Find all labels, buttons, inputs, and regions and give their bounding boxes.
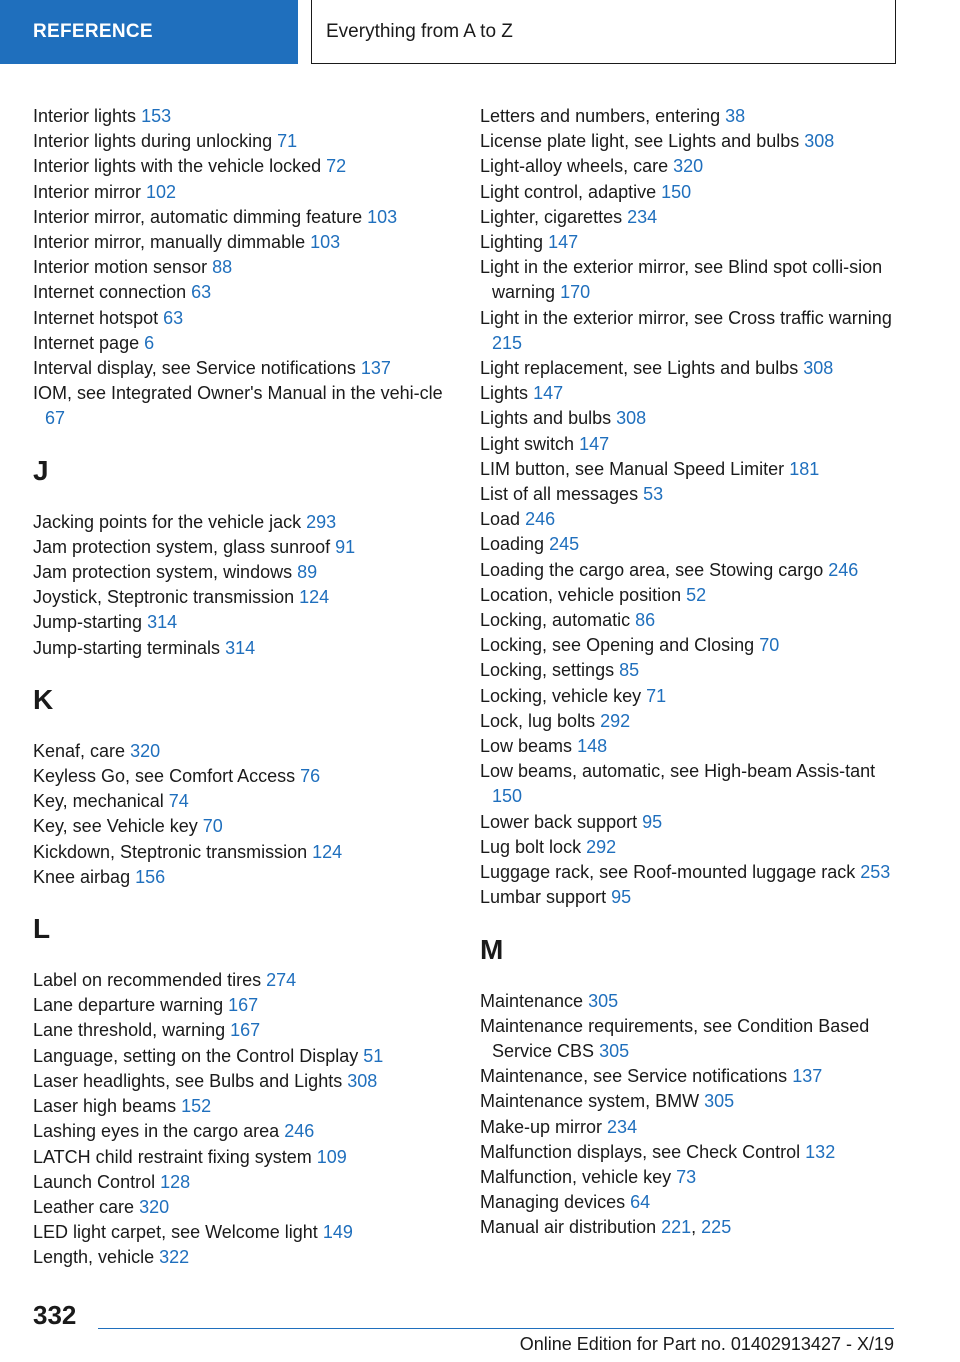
index-entry	[480, 406, 900, 431]
index-term: Light in the exterior mirror, see Blind spot colli‐sion warning	[480, 257, 883, 303]
page-reference-link[interactable]: 51	[363, 1045, 384, 1066]
edition-note: Online Edition for Part no. 01402913427 - X/19	[519, 1334, 894, 1354]
page-reference-link[interactable]: 89	[297, 562, 318, 583]
index-entry	[33, 1094, 448, 1119]
index-term: Malfunction displays, see Check Control	[480, 1141, 801, 1162]
page-reference-link[interactable]: 150	[492, 786, 523, 807]
index-term: Language, setting on the Control Display	[33, 1045, 359, 1066]
index-term: Lights and bulbs	[480, 408, 612, 429]
index-entry	[480, 860, 900, 885]
page-reference-link[interactable]: 245	[549, 534, 580, 555]
index-term: Lug bolt lock	[480, 836, 582, 857]
index-term: Jacking points for the vehicle jack	[33, 511, 302, 532]
index-entry	[33, 535, 448, 560]
page-reference-link[interactable]: 274	[266, 970, 297, 991]
index-entry	[480, 734, 900, 759]
index-entry	[33, 560, 448, 585]
page-reference-link[interactable]: 308	[803, 358, 834, 379]
page-reference-link[interactable]: 322	[159, 1247, 190, 1268]
page-reference-link[interactable]: 86	[635, 610, 656, 631]
index-entry	[480, 658, 900, 683]
index-term: Make-up mirror	[480, 1116, 603, 1137]
index-term: Key, see Vehicle key	[33, 816, 198, 837]
index-column-right	[480, 104, 900, 1241]
index-entry	[33, 865, 448, 890]
index-term: Manual air distribution	[480, 1217, 657, 1238]
index-term: Kenaf, care	[33, 740, 126, 761]
index-entry	[480, 180, 900, 205]
index-term: Lock, lug bolts	[480, 710, 596, 731]
page-reference-link[interactable]: 167	[228, 995, 259, 1016]
index-entry	[480, 205, 900, 230]
index-column-left	[33, 104, 448, 1271]
index-term: Lighting	[480, 232, 544, 253]
page-reference-link[interactable]: 314	[147, 612, 178, 633]
page-reference-link[interactable]: 71	[277, 131, 298, 152]
page-reference-link[interactable]: 308	[347, 1070, 378, 1091]
page-reference-link[interactable]: 305	[588, 990, 619, 1011]
index-term: Leather care	[33, 1196, 135, 1217]
index-entry	[33, 1220, 448, 1245]
page-reference-link[interactable]: 76	[300, 766, 321, 787]
index-term: License plate light, see Lights and bulbs	[480, 131, 800, 152]
index-entry	[480, 255, 900, 305]
page-reference-link[interactable]: 181	[789, 458, 820, 479]
index-term: Lane departure warning	[33, 995, 224, 1016]
page-reference-link[interactable]: 71	[646, 685, 667, 706]
page-reference-link[interactable]: 124	[312, 841, 343, 862]
index-entry	[33, 739, 448, 764]
index-entry	[480, 1115, 900, 1140]
index-term: Jam protection system, windows	[33, 562, 293, 583]
index-entry	[33, 1119, 448, 1144]
page-reference-link[interactable]: 132	[805, 1141, 836, 1162]
page-reference-link[interactable]: 253	[860, 862, 891, 883]
index-term: Laser headlights, see Bulbs and Lights	[33, 1070, 343, 1091]
page-reference-link[interactable]: 246	[284, 1121, 315, 1142]
index-term: Interior lights	[33, 106, 137, 126]
page-reference-link[interactable]: 170	[560, 282, 591, 303]
page-reference-link[interactable]: 67	[45, 408, 66, 429]
page-reference-link[interactable]: 167	[230, 1020, 261, 1041]
index-term: Locking, see Opening and Closing	[480, 635, 755, 656]
index-term: Internet page	[33, 332, 140, 353]
index-entry	[480, 608, 900, 633]
index-entry	[33, 993, 448, 1018]
page-reference-link[interactable]: 128	[160, 1171, 191, 1192]
index-entry	[33, 1170, 448, 1195]
page-reference-link[interactable]: 147	[579, 433, 610, 454]
page-reference-link[interactable]: 95	[611, 887, 632, 908]
index-term: Malfunction, vehicle key	[480, 1166, 672, 1187]
index-entry	[480, 1089, 900, 1114]
index-letter-heading: L	[33, 913, 51, 945]
page-reference-link[interactable]: 305	[599, 1040, 630, 1061]
index-term: IOM, see Integrated Owner's Manual in the vehi‐cle	[33, 383, 443, 404]
index-entry	[480, 1140, 900, 1165]
index-entry	[480, 759, 900, 809]
index-entry	[33, 636, 448, 661]
index-entry	[480, 1190, 900, 1215]
index-letter-heading: M	[480, 933, 504, 965]
index-term: Keyless Go, see Comfort Access	[33, 766, 296, 787]
index-entry	[480, 810, 900, 835]
index-entry	[480, 306, 900, 356]
page-reference-link[interactable]: 292	[600, 710, 631, 731]
page-reference-link[interactable]: 85	[619, 660, 640, 681]
index-entry	[480, 129, 900, 154]
index-entry	[33, 129, 448, 154]
index-entry	[480, 1064, 900, 1089]
index-entry	[480, 532, 900, 557]
index-term: LIM button, see Manual Speed Limiter	[480, 458, 785, 479]
index-entry	[480, 482, 900, 507]
index-term: Joystick, Steptronic transmission	[33, 587, 295, 608]
index-entry	[33, 1018, 448, 1043]
index-entry	[33, 381, 448, 431]
page-reference-link[interactable]: 234	[607, 1116, 638, 1137]
index-term: Interval display, see Service notifications	[33, 358, 356, 379]
index-entry	[33, 1069, 448, 1094]
index-term: Lighter, cigarettes	[480, 206, 623, 227]
index-term: Load	[480, 509, 521, 530]
page-reference-link[interactable]: 308	[616, 408, 647, 429]
index-term: Interior mirror, manually dimmable	[33, 232, 306, 253]
index-entry	[33, 1245, 448, 1270]
index-term: Light switch	[480, 433, 575, 454]
index-entry	[480, 583, 900, 608]
index-entry	[33, 104, 448, 129]
page-reference-link[interactable]: 88	[212, 257, 233, 278]
index-term: Launch Control	[33, 1171, 156, 1192]
section-tab	[0, 0, 298, 64]
index-term: Low beams, automatic, see High-beam Assis‐tant	[480, 761, 876, 782]
page-reference-link[interactable]: 148	[577, 736, 608, 757]
page-title: Everything from A to Z	[326, 20, 513, 42]
index-term: Letters and numbers, entering	[480, 106, 721, 126]
index-term: Maintenance, see Service notifications	[480, 1066, 788, 1087]
index-entry	[480, 1165, 900, 1190]
index-term: Maintenance	[480, 990, 584, 1011]
index-term: Light control, adaptive	[480, 181, 657, 202]
page-reference-link[interactable]: 64	[630, 1192, 651, 1213]
page-reference-link[interactable]: 320	[130, 740, 161, 761]
index-term: Lower back support	[480, 811, 638, 832]
page-reference-link[interactable]: 95	[642, 811, 663, 832]
index-entry	[480, 709, 900, 734]
index-entry	[480, 507, 900, 532]
index-term: Kickdown, Steptronic transmission	[33, 841, 308, 862]
index-term: Jump-starting	[33, 612, 143, 633]
page-reference-link[interactable]: 91	[335, 536, 356, 557]
page-reference-link[interactable]: 149	[322, 1222, 353, 1243]
index-term: Maintenance requirements, see Condition Based Service CBS	[480, 1015, 870, 1061]
page-reference-link[interactable]: 221	[661, 1217, 692, 1238]
index-entry	[33, 764, 448, 789]
index-term: Interior lights during unlocking	[33, 131, 273, 152]
index-term: Knee airbag	[33, 866, 131, 887]
index-entry	[33, 154, 448, 179]
index-term: Interior motion sensor	[33, 257, 208, 278]
index-entry	[33, 1145, 448, 1170]
index-term: Loading	[480, 534, 545, 555]
index-entry	[33, 205, 448, 230]
index-entry	[33, 1044, 448, 1069]
header-title-box	[311, 0, 896, 64]
page-reference-link[interactable]: 234	[627, 206, 658, 227]
index-entry	[33, 510, 448, 535]
page-reference-link[interactable]: 6	[144, 332, 155, 353]
index-entry	[480, 558, 900, 583]
page-reference-link[interactable]: 246	[828, 559, 859, 580]
index-entry	[33, 280, 448, 305]
index-term: Interior mirror	[33, 181, 142, 202]
index-entry	[33, 180, 448, 205]
index-term: Light in the exterior mirror, see Cross traffic warning	[480, 307, 892, 328]
page-reference-link[interactable]: 103	[310, 232, 341, 253]
page-reference-link[interactable]: 320	[139, 1196, 170, 1217]
index-entry	[480, 1014, 900, 1064]
index-term: Lashing eyes in the cargo area	[33, 1121, 280, 1142]
index-term: Loading the cargo area, see Stowing cargo	[480, 559, 824, 580]
index-term: List of all messages	[480, 484, 639, 505]
index-term: LATCH child restraint fixing system	[33, 1146, 312, 1167]
index-term: Locking, vehicle key	[480, 685, 642, 706]
page-reference-link[interactable]: 102	[146, 181, 177, 202]
index-term: Internet hotspot	[33, 307, 159, 328]
index-term: Low beams	[480, 736, 573, 757]
page-reference-link[interactable]: 246	[525, 509, 556, 530]
index-entry	[480, 989, 900, 1014]
index-entry	[480, 457, 900, 482]
index-term: Jam protection system, glass sunroof	[33, 536, 331, 557]
page-reference-link[interactable]: 137	[792, 1066, 823, 1087]
page-reference-link[interactable]: 73	[676, 1166, 697, 1187]
page-number: 332	[33, 1300, 77, 1330]
index-entry	[33, 306, 448, 331]
index-term: Length, vehicle	[33, 1247, 155, 1268]
index-term: Locking, automatic	[480, 610, 631, 631]
page-reference-link[interactable]: 225	[701, 1217, 732, 1238]
index-entry	[33, 610, 448, 635]
index-term: LED light carpet, see Welcome light	[33, 1222, 318, 1243]
page-reference-link[interactable]: 70	[759, 635, 780, 656]
index-entry	[33, 356, 448, 381]
index-term: Interior mirror, automatic dimming feature	[33, 206, 363, 227]
index-letter-heading: J	[33, 454, 49, 486]
page-reference-link[interactable]: 103	[367, 206, 398, 227]
index-term: Interior lights with the vehicle locked	[33, 156, 322, 177]
index-term: Maintenance system, BMW	[480, 1091, 700, 1112]
footer-divider	[98, 1328, 894, 1329]
page-reference-link[interactable]: 150	[661, 181, 692, 202]
index-entry	[33, 789, 448, 814]
page-reference-link[interactable]: 215	[492, 332, 523, 353]
page-reference-link[interactable]: 147	[533, 383, 564, 404]
page-reference-link[interactable]: 72	[326, 156, 347, 177]
index-entry	[480, 356, 900, 381]
page-reference-link[interactable]: 137	[360, 358, 391, 379]
index-term: Location, vehicle position	[480, 584, 682, 605]
page-reference-link[interactable]: 52	[686, 584, 707, 605]
page-reference-link[interactable]: 305	[704, 1091, 735, 1112]
index-entry	[33, 585, 448, 610]
index-term: Light-alloy wheels, care	[480, 156, 669, 177]
page-reference-link[interactable]: 70	[202, 816, 223, 837]
index-entry	[480, 684, 900, 709]
index-entry	[480, 104, 900, 129]
index-term: Laser high beams	[33, 1096, 177, 1117]
page-reference-link[interactable]: 156	[135, 866, 166, 887]
index-term: Locking, settings	[480, 660, 615, 681]
page-reference-link[interactable]: 109	[316, 1146, 347, 1167]
index-term: Lumbar support	[480, 887, 607, 908]
index-term: Lights	[480, 383, 529, 404]
page-reference-link[interactable]: 308	[804, 131, 835, 152]
page-reference-link[interactable]: 152	[181, 1096, 212, 1117]
index-entry	[33, 968, 448, 993]
index-entry	[33, 840, 448, 865]
page-reference-link[interactable]: 53	[643, 484, 664, 505]
index-term: Luggage rack, see Roof-mounted luggage rack	[480, 862, 856, 883]
index-entry	[480, 633, 900, 658]
page-reference-link[interactable]: 63	[191, 282, 212, 303]
index-entry	[480, 230, 900, 255]
index-entry	[480, 154, 900, 179]
page-reference-link[interactable]: 74	[168, 791, 189, 812]
index-term: Lane threshold, warning	[33, 1020, 226, 1041]
index-entry	[33, 814, 448, 839]
page-reference-link[interactable]: 124	[299, 587, 330, 608]
index-entry	[480, 885, 900, 910]
index-entry	[33, 331, 448, 356]
index-term: Label on recommended tires	[33, 970, 262, 991]
index-term: Key, mechanical	[33, 791, 164, 812]
page-reference-link[interactable]: 38	[725, 106, 746, 126]
index-term: Internet connection	[33, 282, 187, 303]
index-term: Managing devices	[480, 1192, 626, 1213]
index-entry	[33, 230, 448, 255]
index-term: Jump-starting terminals	[33, 637, 221, 658]
index-entry	[33, 255, 448, 280]
page-reference-link[interactable]: 314	[225, 637, 256, 658]
index-entry	[480, 381, 900, 406]
index-entry	[480, 835, 900, 860]
page-reference-link[interactable]: 320	[673, 156, 704, 177]
index-entry	[33, 1195, 448, 1220]
index-entry: Manual air distribution 221, 225	[480, 1217, 732, 1238]
page-reference-link[interactable]: 153	[141, 106, 172, 126]
page-reference-link[interactable]: 147	[548, 232, 579, 253]
page-reference-link[interactable]: 292	[586, 836, 617, 857]
section-label: REFERENCE	[33, 21, 153, 42]
page-reference-link[interactable]: 293	[306, 511, 337, 532]
index-letter-heading: K	[33, 683, 54, 715]
index-entry	[480, 432, 900, 457]
index-term: Light replacement, see Lights and bulbs	[480, 358, 799, 379]
page-reference-link[interactable]: 63	[163, 307, 184, 328]
